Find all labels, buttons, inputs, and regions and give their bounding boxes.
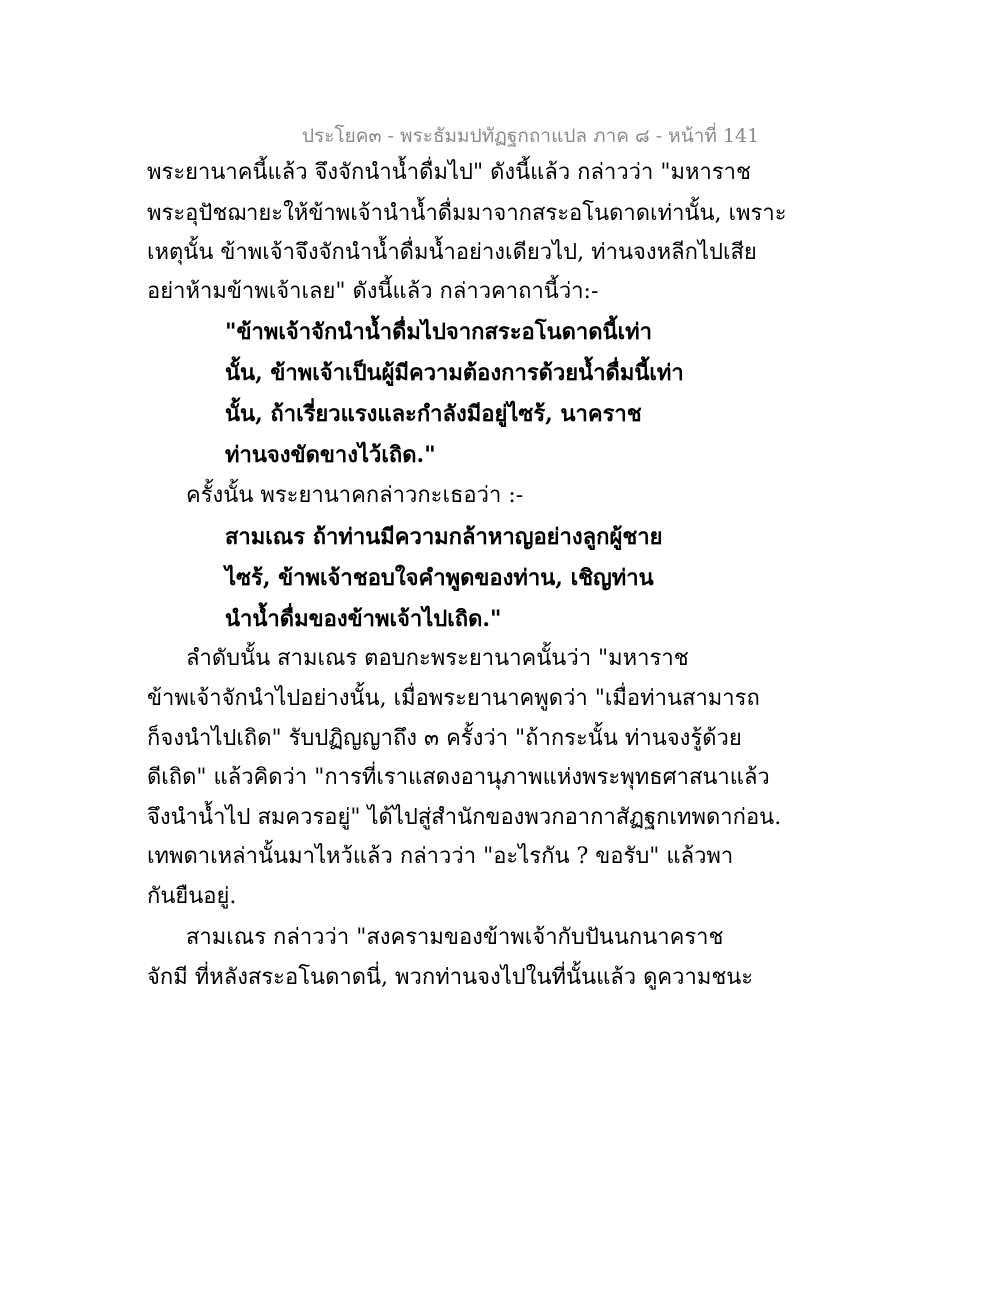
verse-line-4: ท่านจงขัดขางไว้เถิด."	[225, 442, 436, 468]
verse-line-3: นั้น, ถ้าเรี่ยวแรงและกำลังมีอยู่ไซร้, นาคราช	[225, 401, 642, 427]
text-line-10: จึงนำน้ำไป สมควรอยู่" ได้ไปสู่สำนักของพวกอากาสัฏฐกเทพดาก่อน.	[147, 805, 782, 830]
text-line-9: ดีเถิด" แล้วคิดว่า "การที่เราแสดงอานุภาพแห่งพระพุทธศาสนาแล้ว	[147, 765, 770, 790]
text-line-13: สามเณร กล่าวว่า "สงครามของข้าพเจ้ากับปันนกนาคราช	[186, 925, 724, 950]
page-header: ประโยค๓ - พระธัมมปทัฏฐกถาแปล ภาค ๘ - หน้าที่ 141	[302, 125, 760, 147]
text-line-4: อย่าห้ามข้าพเจ้าเลย" ดังนี้แล้ว กล่าวคาถานี้ว่า:-	[147, 279, 599, 304]
text-line-1: พระยานาคนี้แล้ว จึงจักนำน้ำดื่มไป" ดังนี้แล้ว กล่าวว่า "มหาราช	[147, 160, 751, 185]
text-line-11: เทพดาเหล่านั้นมาไหว้แล้ว กล่าวว่า "อะไรกัน ? ขอรับ" แล้วพา	[147, 844, 734, 869]
text-line-3: เหตุนั้น ข้าพเจ้าจึงจักนำน้ำดื่มน้ำอย่างเดียวไป, ท่านจงหลีกไปเสีย	[147, 240, 757, 265]
text-line-6: ลำดับนั้น สามเณร ตอบกะพระยานาคนั้นว่า "มหาราช	[186, 646, 689, 671]
text-line-12: กันยืนอยู่.	[147, 884, 237, 909]
text-line-5: ครั้งนั้น พระยานาคกล่าวกะเธอว่า :-	[186, 483, 524, 508]
verse-line-6: ไซร้, ข้าพเจ้าชอบใจคำพูดของท่าน, เชิญท่าน	[225, 565, 654, 591]
verse-line-1: "ข้าพเจ้าจักนำน้ำดื่มไปจากสระอโนดาดนี้เท่า	[225, 319, 652, 345]
text-line-14: จักมี ที่หลังสระอโนดาดนี่, พวกท่านจงไปในที่นั้นแล้ว ดูความชนะ	[147, 965, 754, 990]
text-line-8: ก็จงนำไปเถิด" รับปฏิญญาถึง ๓ ครั้งว่า "ถ้ากระนั้น ท่านจงรู้ด้วย	[147, 726, 742, 751]
text-line-7: ข้าพเจ้าจักนำไปอย่างนั้น, เมื่อพระยานาคพูดว่า "เมื่อท่านสามารถ	[147, 686, 760, 711]
verse-line-5: สามเณร ถ้าท่านมีความกล้าหาญอย่างลูกผู้ชาย	[225, 524, 663, 550]
verse-line-2: นั้น, ข้าพเจ้าเป็นผู้มีความต้องการด้วยน้ำดื่มนี้เท่า	[225, 360, 684, 386]
text-line-2: พระอุปัชฌายะให้ข้าพเจ้านำน้ำดื่มมาจากสระอโนดาดเท่านั้น, เพราะ	[147, 201, 787, 226]
verse-line-7: นำน้ำดื่มของข้าพเจ้าไปเถิด."	[225, 606, 502, 632]
